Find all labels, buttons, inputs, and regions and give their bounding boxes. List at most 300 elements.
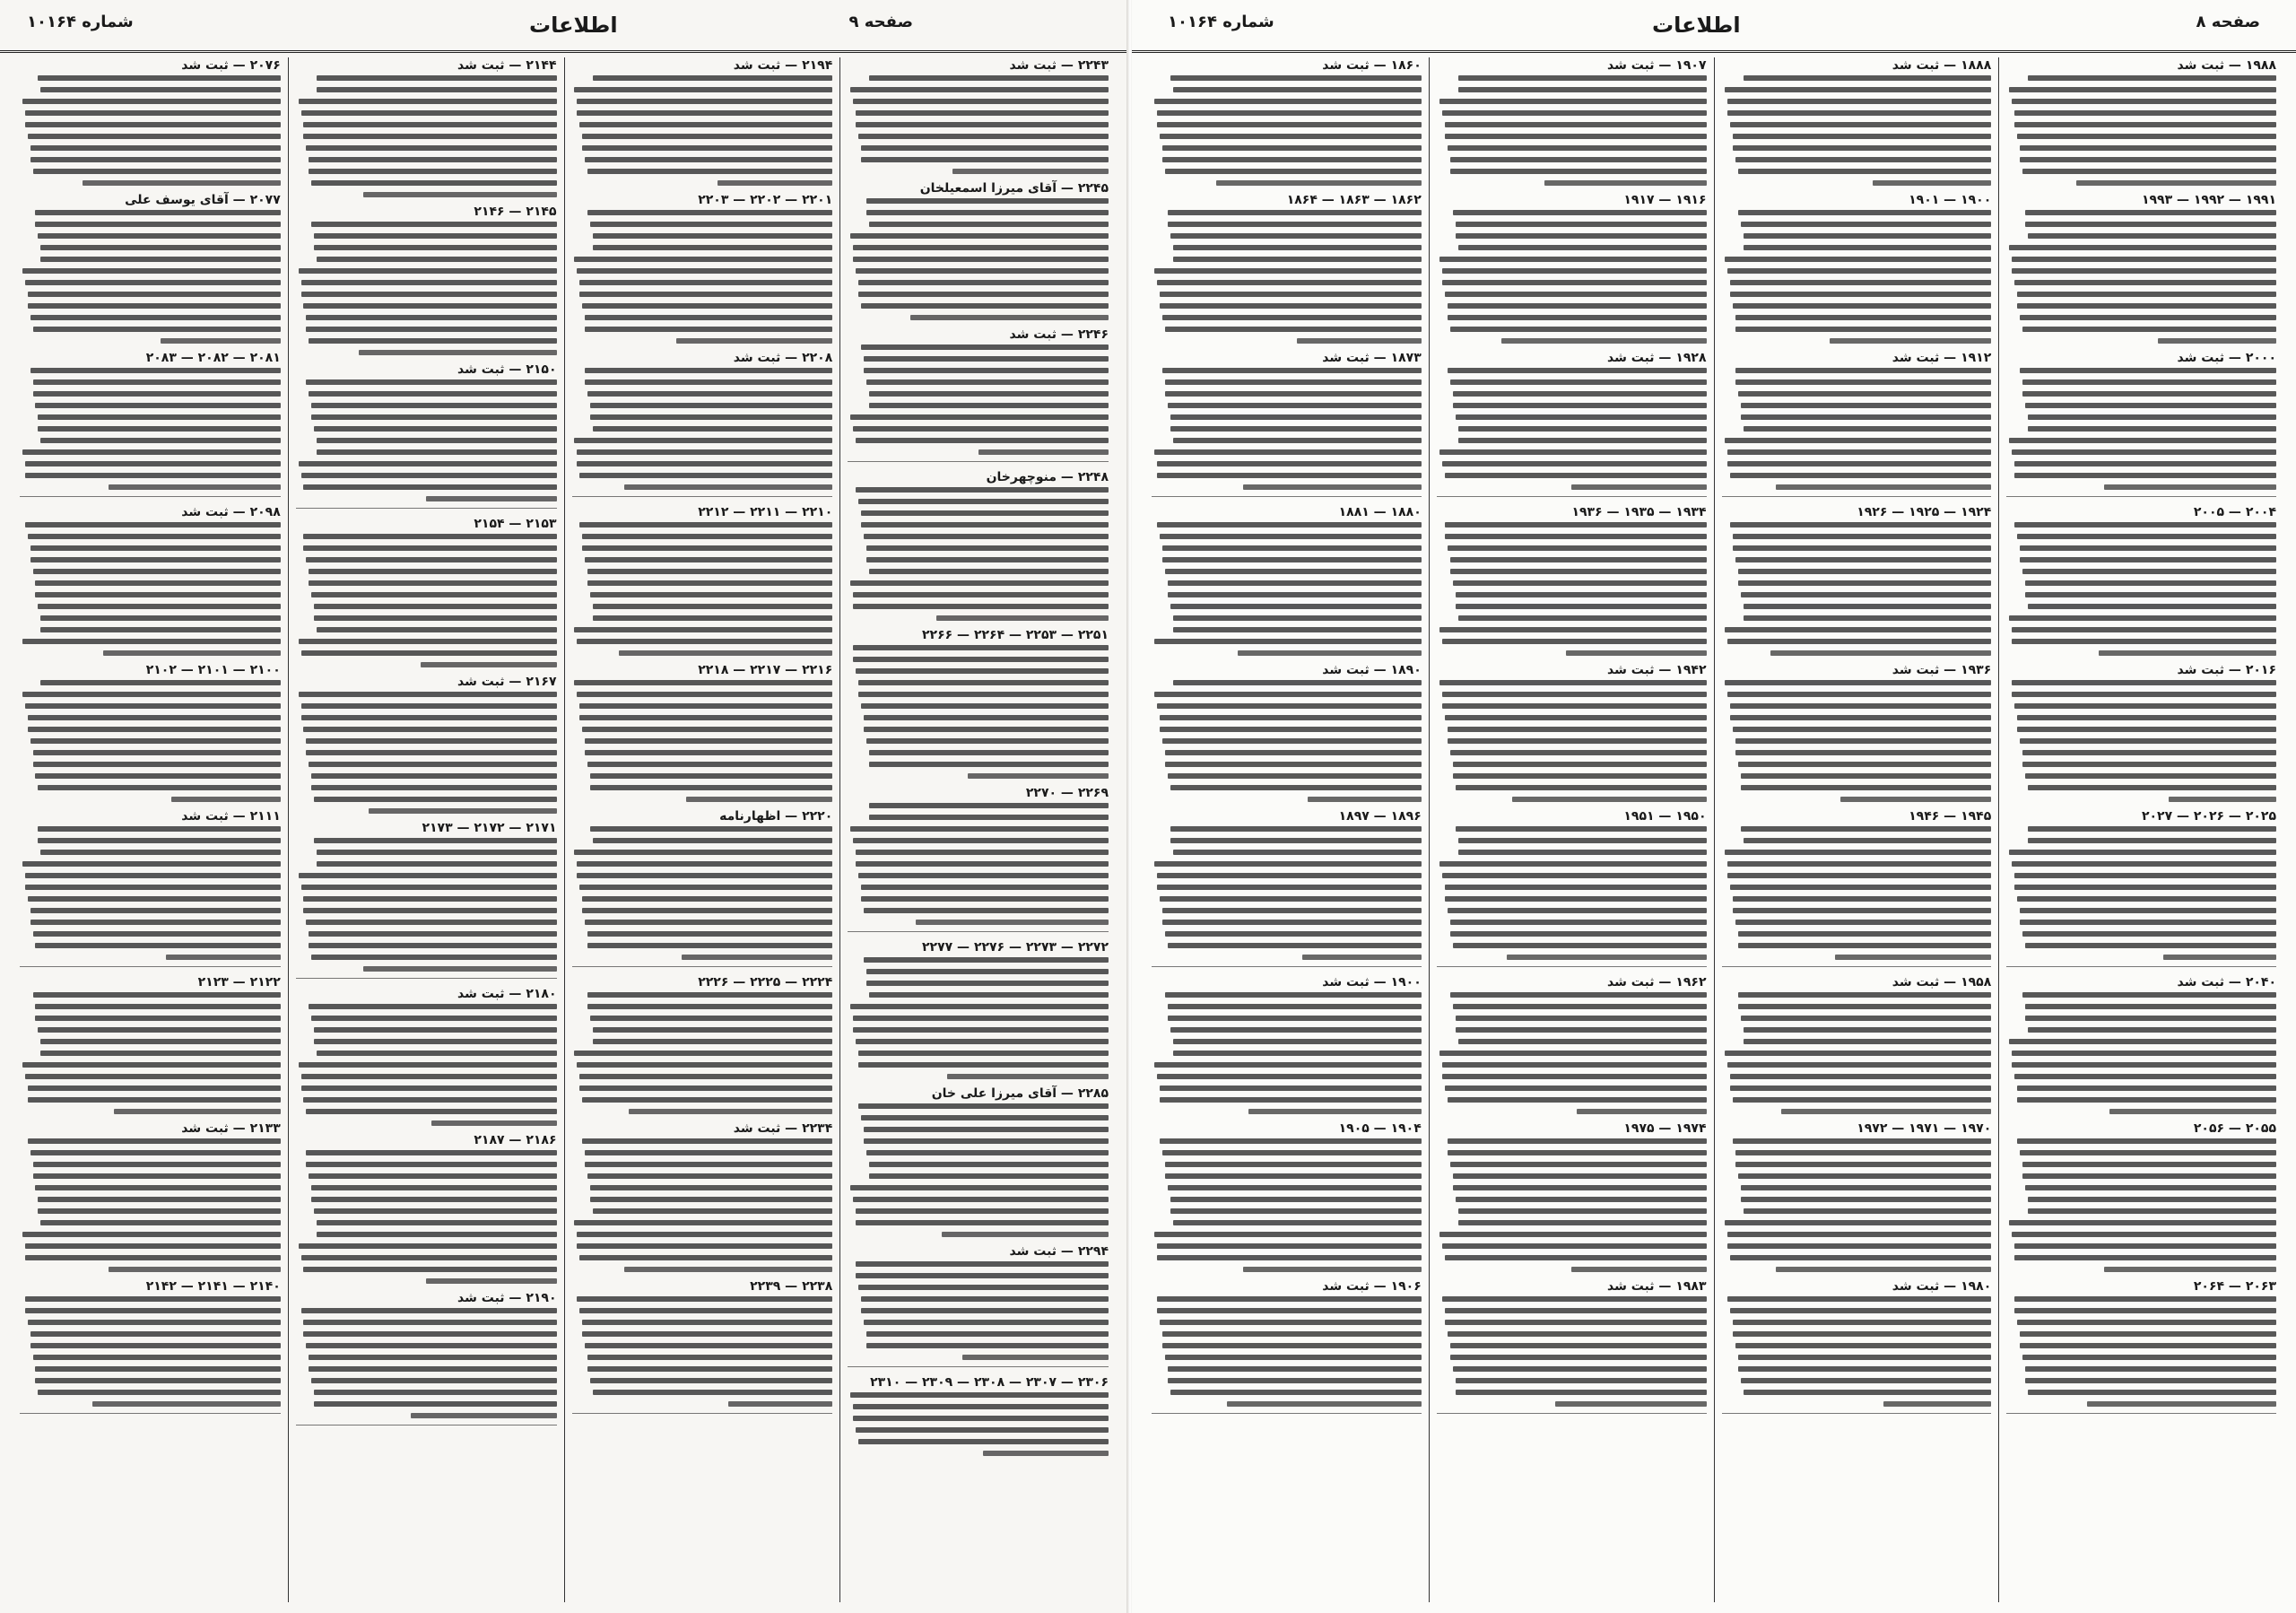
text-line (2014, 461, 2276, 466)
text-line (1450, 1162, 1707, 1167)
notice-number: ۱۹۸۸ — ثبت شد (2177, 58, 2276, 73)
text-column (1144, 57, 1429, 1602)
text-line (1442, 461, 1707, 466)
text-line (1445, 1308, 1707, 1313)
text-line (869, 815, 1109, 820)
text-line (574, 1220, 832, 1225)
text-line (2020, 1150, 2276, 1155)
notice-entry (20, 192, 281, 344)
text-line (1157, 1074, 1422, 1079)
text-line (577, 268, 832, 274)
text-line (1154, 449, 1422, 455)
text-line (2017, 134, 2276, 139)
text-line (858, 1051, 1109, 1056)
text-line (309, 580, 556, 586)
text-line (861, 157, 1109, 162)
text-line (593, 1027, 832, 1033)
text-line (864, 1127, 1109, 1132)
notice-entry (572, 1120, 833, 1272)
text-line (25, 885, 281, 890)
text-line (314, 426, 556, 432)
text-line (1168, 222, 1422, 227)
text-line (1744, 1027, 1992, 1033)
text-line (856, 268, 1109, 274)
text-line (850, 414, 1109, 420)
text-line (30, 920, 281, 925)
notice-number: ۱۹۱۲ — ثبت شد (1892, 351, 1992, 365)
text-line (2020, 545, 2276, 551)
entry-divider (20, 1413, 281, 1414)
text-line (1442, 1062, 1707, 1068)
text-line (1725, 850, 1992, 855)
text-column (13, 57, 288, 1602)
notice-entry (1152, 192, 1422, 344)
text-line (579, 122, 832, 127)
text-line (861, 522, 1109, 527)
text-line (1170, 1027, 1422, 1033)
text-line (22, 449, 281, 455)
text-line (1165, 750, 1422, 755)
text-line (587, 1004, 832, 1009)
text-line (35, 580, 280, 586)
text-line (1453, 1366, 1707, 1372)
notice-number: ۱۹۰۰ — ثبت شد (1322, 975, 1422, 990)
text-line (1227, 1401, 1422, 1407)
text-line (22, 861, 281, 867)
text-line (2017, 303, 2276, 309)
notice-entry (1722, 192, 1992, 344)
text-line (858, 292, 1109, 297)
text-line (1448, 1331, 1707, 1337)
text-line (1173, 850, 1422, 855)
text-line (1456, 1390, 1707, 1395)
text-line (1727, 461, 1992, 466)
text-line (1448, 315, 1707, 320)
text-line (1157, 885, 1422, 890)
text-line (858, 134, 1109, 139)
notice-entry (572, 57, 833, 186)
notice-entry (2006, 57, 2276, 186)
text-line (35, 210, 280, 215)
text-line (317, 1232, 556, 1237)
text-line (577, 861, 832, 867)
text-line (1727, 861, 1992, 867)
text-line (1450, 379, 1707, 385)
text-line (864, 356, 1109, 362)
notice-entry (20, 1120, 281, 1272)
text-line (1154, 692, 1422, 697)
text-line (850, 1392, 1109, 1398)
text-line (28, 896, 281, 902)
text-line (1741, 1016, 1992, 1021)
text-line (38, 1027, 280, 1033)
text-line (1165, 379, 1422, 385)
text-line (866, 1343, 1109, 1348)
text-line (1738, 992, 1992, 998)
text-line (1741, 826, 1992, 832)
text-line (35, 773, 280, 779)
text-line (853, 1404, 1109, 1409)
text-line (1735, 379, 1992, 385)
text-line (1458, 438, 1707, 443)
text-line (33, 931, 281, 937)
text-line (582, 1320, 832, 1325)
text-line (866, 198, 1109, 204)
text-line (2025, 773, 2276, 779)
text-line (1297, 338, 1421, 344)
notice-number: ۱۸۶۰ — ثبت شد (1322, 58, 1422, 73)
text-line (2014, 1296, 2276, 1302)
text-line (577, 1243, 832, 1249)
text-line (1744, 426, 1992, 432)
text-line (2025, 1185, 2276, 1190)
text-line (2009, 1039, 2276, 1044)
text-line (309, 157, 556, 162)
text-line (590, 1185, 832, 1190)
notice-number: ۲۱۸۰ — ثبت شد (457, 987, 557, 1001)
text-line (1439, 680, 1707, 685)
text-line (299, 461, 557, 466)
text-line (1165, 327, 1422, 332)
text-line (2025, 943, 2276, 948)
text-line (1458, 615, 1707, 621)
text-column (1714, 57, 1999, 1602)
text-line (303, 122, 556, 127)
text-line (853, 1016, 1109, 1021)
notice-entry (1437, 1278, 1707, 1407)
text-line (33, 1162, 281, 1167)
text-line (856, 438, 1109, 443)
text-line (1738, 169, 1992, 174)
text-line (1555, 1401, 1706, 1407)
text-line (1160, 534, 1422, 539)
text-line (1733, 545, 1992, 551)
notice-entry (20, 1278, 281, 1407)
notice-number: ۱۸۹۶ — ۱۸۹۷ (1338, 809, 1422, 824)
notice-number: ۲۱۵۰ — ثبت شد (457, 362, 557, 377)
text-line (1733, 303, 1992, 309)
notice-entry (2006, 504, 2276, 656)
text-line (1741, 414, 1992, 420)
text-line (856, 1039, 1109, 1044)
text-line (1727, 873, 1992, 878)
notice-number: ۲۰۸۱ — ۲۰۸۲ — ۲۰۸۳ (145, 351, 281, 365)
notice-number: ۱۹۰۰ — ۱۹۰۱ (1909, 193, 1992, 207)
text-line (1873, 180, 1991, 186)
text-line (317, 438, 556, 443)
notice-number: ۱۹۱۶ — ۱۹۱۷ (1623, 193, 1707, 207)
text-line (2014, 703, 2276, 709)
text-line (38, 75, 280, 81)
text-line (1157, 873, 1422, 878)
text-line (30, 157, 281, 162)
text-line (1162, 920, 1422, 925)
text-line (853, 1416, 1109, 1421)
text-line (1544, 180, 1706, 186)
text-line (624, 1267, 833, 1272)
text-line (869, 1162, 1109, 1167)
entry-divider (1722, 496, 1992, 497)
notice-number: ۲۲۱۶ — ۲۲۱۷ — ۲۲۱۸ (698, 663, 833, 677)
text-line (2099, 650, 2276, 656)
text-line (579, 280, 832, 285)
text-line (1168, 403, 1422, 408)
text-line (314, 797, 556, 802)
text-column (1429, 57, 1714, 1602)
text-line (40, 1220, 280, 1225)
text-line (1453, 762, 1707, 767)
notice-number: ۲۰۷۷ — آقای یوسف علی (125, 193, 281, 207)
text-line (579, 703, 832, 709)
text-line (359, 350, 557, 355)
text-line (1160, 1138, 1422, 1144)
text-line (317, 1220, 556, 1225)
text-line (1154, 861, 1422, 867)
text-line (1162, 1150, 1422, 1155)
text-line (1157, 122, 1422, 127)
text-line (579, 1074, 832, 1079)
text-line (577, 692, 832, 697)
notice-number: ۲۱۴۰ — ۲۱۴۱ — ۲۱۴۲ (145, 1279, 281, 1294)
entry-divider (1152, 496, 1422, 497)
text-line (1727, 268, 1992, 274)
notice-number: ۱۹۷۴ — ۱۹۷۵ (1623, 1121, 1707, 1136)
text-line (303, 545, 556, 551)
text-line (1738, 1004, 1992, 1009)
text-line (22, 268, 281, 274)
text-line (1168, 1016, 1422, 1021)
text-line (1450, 169, 1707, 174)
text-line (22, 1062, 281, 1068)
text-line (1442, 692, 1707, 697)
text-line (1450, 1355, 1707, 1360)
entry-divider (1437, 496, 1707, 497)
notice-number: ۱۹۳۴ — ۱۹۳۵ — ۱۹۳۶ (1571, 505, 1707, 519)
text-line (1730, 122, 1992, 127)
text-line (585, 157, 832, 162)
notice-entry (1437, 350, 1707, 490)
text-line (1157, 1296, 1422, 1302)
text-line (1445, 1320, 1707, 1325)
text-line (1173, 1039, 1422, 1044)
notice-entry (572, 974, 833, 1114)
text-line (311, 1197, 556, 1202)
text-line (1735, 1150, 1992, 1155)
text-line (1442, 703, 1707, 709)
text-line (314, 604, 556, 609)
text-line (301, 110, 557, 116)
text-line (2022, 391, 2276, 397)
text-line (1456, 1016, 1707, 1021)
text-line (1725, 257, 1992, 262)
text-line (593, 1390, 832, 1395)
notice-number: ۱۹۳۶ — ثبت شد (1892, 663, 1992, 677)
text-column (564, 57, 840, 1602)
text-line (2028, 826, 2276, 832)
notice-number: ۱۹۸۰ — ثبت شد (1892, 1279, 1992, 1294)
text-line (2028, 414, 2276, 420)
notice-number: ۱۹۸۳ — ثبت شد (1607, 1279, 1707, 1294)
notice-number: ۲۱۴۴ — ثبت شد (457, 58, 557, 73)
text-line (309, 1004, 556, 1009)
text-line (2025, 222, 2276, 227)
text-line (1830, 338, 1991, 344)
text-line (861, 344, 1109, 350)
text-line (1448, 368, 1707, 373)
text-line (1442, 1243, 1707, 1249)
notice-number: ۱۹۹۱ — ۱۹۹۲ — ۱۹۹۳ (2141, 193, 2276, 207)
text-line (25, 110, 281, 116)
text-line (299, 639, 557, 644)
text-line (1741, 1197, 1992, 1202)
text-line (2025, 592, 2276, 597)
text-line (864, 1138, 1109, 1144)
text-line (1173, 257, 1422, 262)
text-line (301, 715, 557, 720)
text-line (856, 1220, 1109, 1225)
text-line (314, 1390, 556, 1395)
text-line (2014, 873, 2276, 878)
text-line (1173, 87, 1422, 92)
text-line (2025, 580, 2276, 586)
text-line (1439, 257, 1707, 262)
text-line (1725, 1051, 1992, 1056)
text-line (2028, 785, 2276, 790)
text-line (1170, 826, 1422, 832)
notice-entry (2006, 974, 2276, 1114)
text-line (866, 545, 1109, 551)
text-line (1157, 461, 1422, 466)
text-line (309, 1366, 556, 1372)
notice-number: ۱۹۲۸ — ثبت شد (1607, 351, 1707, 365)
text-line (2104, 1267, 2276, 1272)
text-line (25, 1296, 281, 1302)
text-line (301, 703, 557, 709)
text-line (83, 180, 281, 186)
text-line (1450, 992, 1707, 998)
text-line (309, 169, 556, 174)
notice-number: ۱۹۴۲ — ثبت شد (1607, 663, 1707, 677)
text-line (1442, 110, 1707, 116)
text-line (33, 569, 281, 574)
text-line (426, 1278, 556, 1284)
text-line (856, 122, 1109, 127)
text-line (1453, 580, 1707, 586)
text-line (28, 727, 281, 732)
text-line (1442, 873, 1707, 878)
text-line (314, 1027, 556, 1033)
text-line (92, 1401, 280, 1407)
notice-entry (20, 57, 281, 186)
text-line (866, 981, 1109, 986)
issue-number: شماره ۱۰۱۶۴ (1168, 13, 1274, 31)
text-line (577, 873, 832, 878)
text-line (1458, 1208, 1707, 1214)
text-line (853, 245, 1109, 250)
text-line (853, 657, 1109, 662)
text-line (1456, 222, 1707, 227)
text-line (33, 750, 281, 755)
text-line (968, 773, 1109, 779)
text-line (40, 615, 280, 621)
text-line (161, 338, 281, 344)
text-line (856, 1427, 1109, 1433)
text-line (303, 534, 556, 539)
text-line (30, 368, 281, 373)
text-line (593, 604, 832, 609)
notice-entry (572, 808, 833, 960)
notice-number: ۱۸۶۲ — ۱۸۶۳ — ۱۸۶۴ (1286, 193, 1422, 207)
text-line (582, 727, 832, 732)
text-line (1448, 738, 1707, 744)
notice-entry (1152, 1278, 1422, 1407)
notice-number: ۲۲۴۶ — ثبت شد (1009, 327, 1109, 342)
notice-number: ۱۹۷۰ — ۱۹۷۱ — ۱۹۷۲ (1857, 1121, 1992, 1136)
text-line (856, 487, 1109, 493)
text-line (431, 1120, 557, 1126)
text-line (30, 145, 281, 151)
text-line (28, 1086, 281, 1091)
text-line (2028, 426, 2276, 432)
text-line (1730, 1308, 1992, 1313)
text-line (2017, 715, 2276, 720)
text-line (1168, 1185, 1422, 1190)
text-line (1439, 99, 1707, 104)
text-line (1458, 75, 1707, 81)
text-line (1730, 1074, 1992, 1079)
text-line (30, 738, 281, 744)
text-line (1453, 773, 1707, 779)
text-line (1776, 1267, 1992, 1272)
text-line (858, 873, 1109, 878)
text-line (1442, 639, 1707, 644)
text-line (1735, 1162, 1992, 1167)
notice-entry (1152, 504, 1422, 656)
text-line (2022, 1173, 2276, 1179)
text-line (936, 615, 1109, 621)
text-line (2028, 75, 2276, 81)
text-line (1445, 522, 1707, 527)
newspaper-title: اطلاعات (1652, 13, 1741, 38)
text-line (593, 1208, 832, 1214)
text-line (579, 1308, 832, 1313)
text-line (38, 1197, 280, 1202)
text-line (593, 426, 832, 432)
text-line (2028, 1208, 2276, 1214)
text-line (2022, 327, 2276, 332)
text-line (28, 292, 281, 297)
text-line (30, 557, 281, 562)
entry-divider (1152, 1413, 1422, 1414)
page-body-left (13, 57, 1116, 1602)
text-line (1738, 943, 1992, 948)
text-line (2014, 473, 2276, 478)
text-line (866, 379, 1109, 385)
text-line (1448, 545, 1707, 551)
text-line (1162, 145, 1422, 151)
notice-entry (20, 504, 281, 656)
text-line (1730, 522, 1992, 527)
notice-number: ۲۱۲۲ — ۲۱۲۳ (197, 975, 281, 990)
notice-entry (2006, 350, 2276, 490)
text-line (1165, 1355, 1422, 1360)
text-line (1727, 1232, 1992, 1237)
text-line (2022, 750, 2276, 755)
text-line (299, 268, 557, 274)
text-line (1170, 414, 1422, 420)
text-line (1154, 1062, 1422, 1068)
notice-entry (296, 516, 557, 667)
